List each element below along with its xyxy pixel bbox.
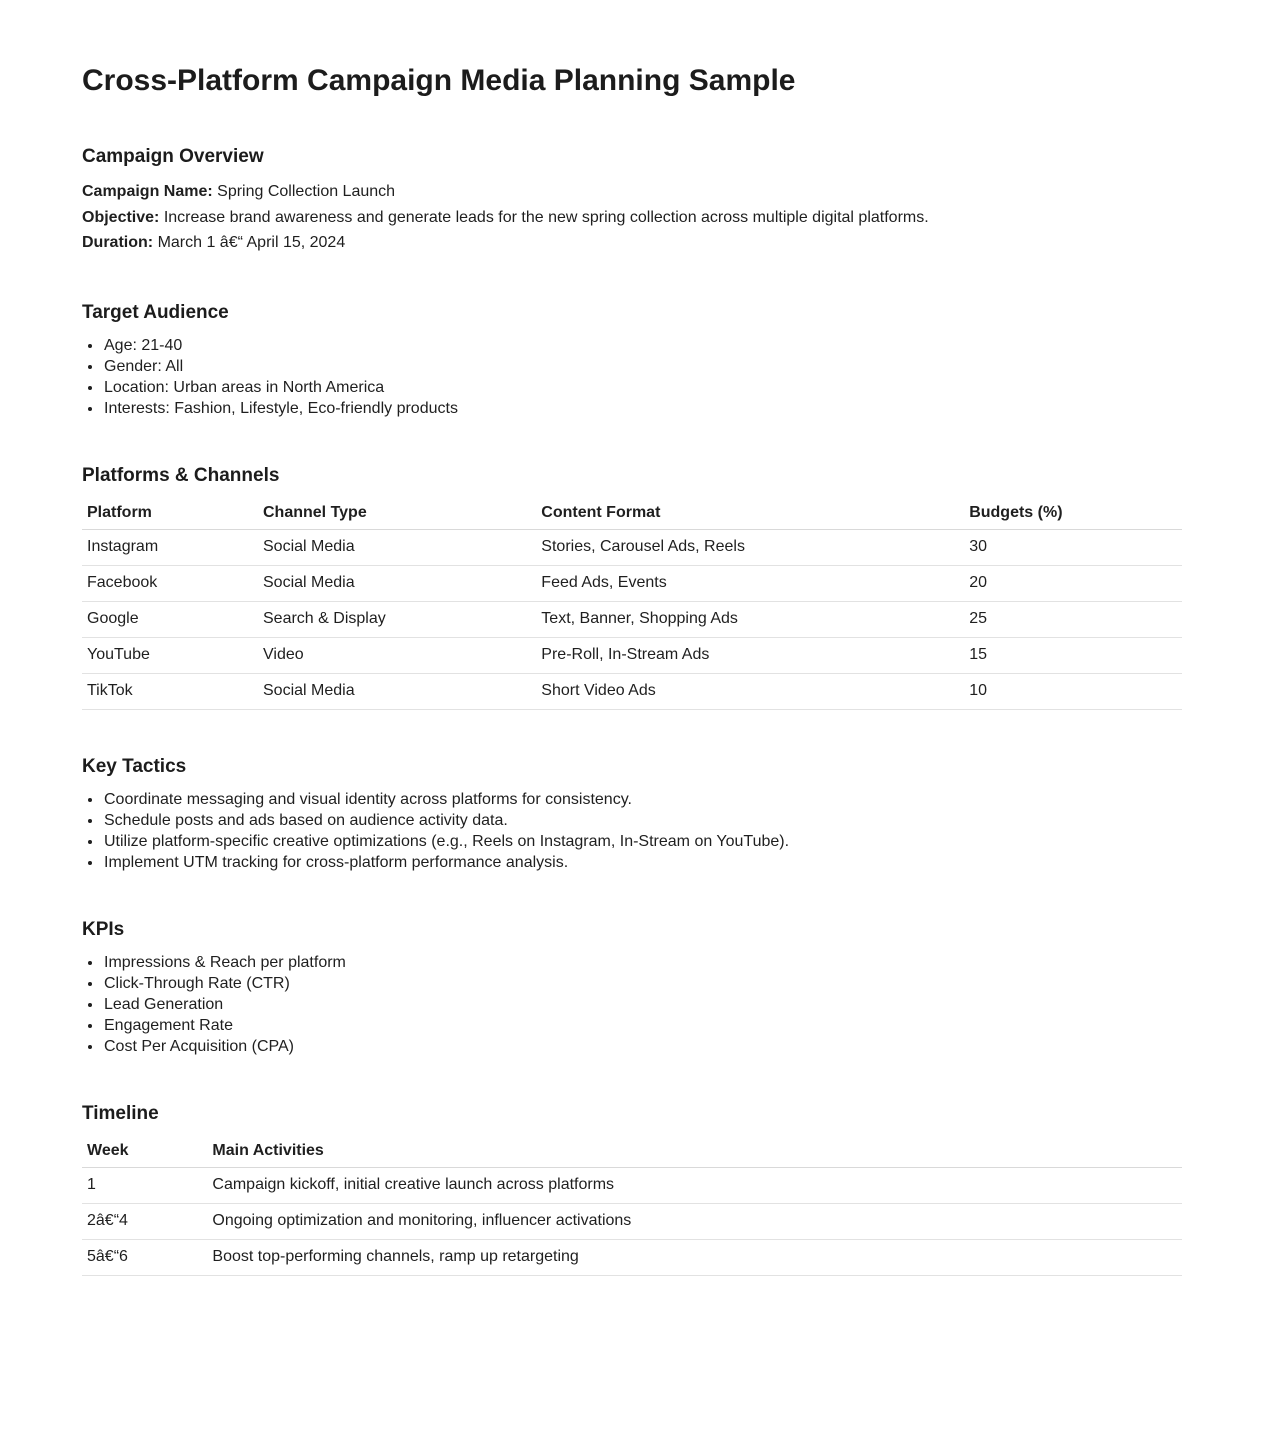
section-heading-target-audience: Target Audience <box>82 301 229 323</box>
table-cell: Campaign kickoff, initial creative launch across platforms <box>207 1167 1182 1203</box>
list-item: • Coordinate messaging and visual identity across platforms for consistency. <box>103 789 1182 810</box>
table-cell: Social Media <box>258 529 536 565</box>
list-item: • Engagement Rate <box>103 1015 1182 1036</box>
section-heading-campaign-overview: Campaign Overview <box>82 146 264 167</box>
table-cell: 30 <box>964 529 1182 565</box>
table-cell: Feed Ads, Events <box>536 565 964 601</box>
table-header-row <box>82 1140 1182 1168</box>
section-heading-platforms-channels: Platforms & Channels <box>82 464 280 486</box>
table-cell: Pre-Roll, In-Stream Ads <box>536 637 964 673</box>
target-audience-list <box>82 335 1182 419</box>
field-value: March 1 â€“ April 15, 2024 <box>157 234 346 251</box>
table-row <box>82 1239 1182 1275</box>
table-cell: 20 <box>964 565 1182 601</box>
table-row <box>82 1167 1182 1203</box>
list-item: • Age: 21-40 <box>103 335 1182 356</box>
section-heading-timeline: Timeline <box>82 1102 159 1124</box>
table-cell: Facebook <box>82 565 258 601</box>
table-cell: Stories, Carousel Ads, Reels <box>536 529 964 565</box>
field-objective <box>82 205 1182 231</box>
list-item: • Utilize platform-specific creative optimizations (e.g., Reels on Instagram, In-Stream on YouTube). <box>103 831 1182 852</box>
table-header-row <box>82 502 1182 530</box>
table-cell: Social Media <box>258 673 536 709</box>
field-label: Objective: <box>82 208 160 226</box>
list-item: • Impressions & Reach per platform <box>103 952 1182 973</box>
campaign-overview-fields <box>82 179 1182 256</box>
table-cell: YouTube <box>82 637 258 673</box>
table-cell: Social Media <box>258 565 536 601</box>
table-cell: Ongoing optimization and monitoring, influencer activations <box>207 1203 1182 1239</box>
list-item: • Schedule posts and ads based on audience activity data. <box>103 810 1182 831</box>
page-title: Cross-Platform Campaign Media Planning Sample <box>82 64 796 97</box>
table-cell: TikTok <box>82 673 258 709</box>
key-tactics-list <box>82 789 1182 873</box>
field-label: Duration: <box>82 234 154 251</box>
list-item: • Interests: Fashion, Lifestyle, Eco-friendly products <box>103 398 1182 419</box>
kpis-list <box>82 952 1182 1057</box>
section-heading-key-tactics: Key Tactics <box>82 755 187 777</box>
table-cell: 25 <box>964 601 1182 637</box>
table-cell: Search & Display <box>258 601 536 637</box>
column-header: Week <box>82 1140 207 1168</box>
table-row <box>82 673 1182 709</box>
table-cell: 1 <box>82 1167 207 1203</box>
field-value: Increase brand awareness and generate leads for the new spring collection across multiple digital platforms. <box>163 208 929 226</box>
timeline-table <box>82 1140 1182 1276</box>
column-header: Content Format <box>536 502 964 530</box>
list-item: • Gender: All <box>103 356 1182 377</box>
column-header: Channel Type <box>258 502 536 530</box>
column-header: Platform <box>82 502 258 530</box>
field-duration <box>82 230 1182 256</box>
table-cell: Text, Banner, Shopping Ads <box>536 601 964 637</box>
table-cell: Boost top-performing channels, ramp up retargeting <box>207 1239 1182 1275</box>
list-item: • Cost Per Acquisition (CPA) <box>103 1036 1182 1057</box>
list-item: • Location: Urban areas in North America <box>103 377 1182 398</box>
table-cell: 2â€“4 <box>82 1203 207 1239</box>
platforms-channels-table <box>82 502 1182 710</box>
table-cell: Short Video Ads <box>536 673 964 709</box>
table-row <box>82 601 1182 637</box>
field-label: Campaign Name: <box>82 183 213 200</box>
list-item: • Implement UTM tracking for cross-platform performance analysis. <box>103 852 1182 873</box>
table-row <box>82 565 1182 601</box>
table-row <box>82 529 1182 565</box>
table-cell: 15 <box>964 637 1182 673</box>
table-cell: 5â€“6 <box>82 1239 207 1275</box>
table-cell: 10 <box>964 673 1182 709</box>
list-item: • Lead Generation <box>103 994 1182 1015</box>
column-header: Main Activities <box>207 1140 1182 1168</box>
table-cell: Google <box>82 601 258 637</box>
table-row <box>82 637 1182 673</box>
field-value: Spring Collection Launch <box>217 183 396 200</box>
table-row <box>82 1203 1182 1239</box>
list-item: • Click-Through Rate (CTR) <box>103 973 1182 994</box>
field-campaign-name <box>82 179 1182 205</box>
table-cell: Video <box>258 637 536 673</box>
table-cell: Instagram <box>82 529 258 565</box>
section-heading-kpis: KPIs <box>82 918 125 940</box>
column-header: Budgets (%) <box>964 502 1182 530</box>
